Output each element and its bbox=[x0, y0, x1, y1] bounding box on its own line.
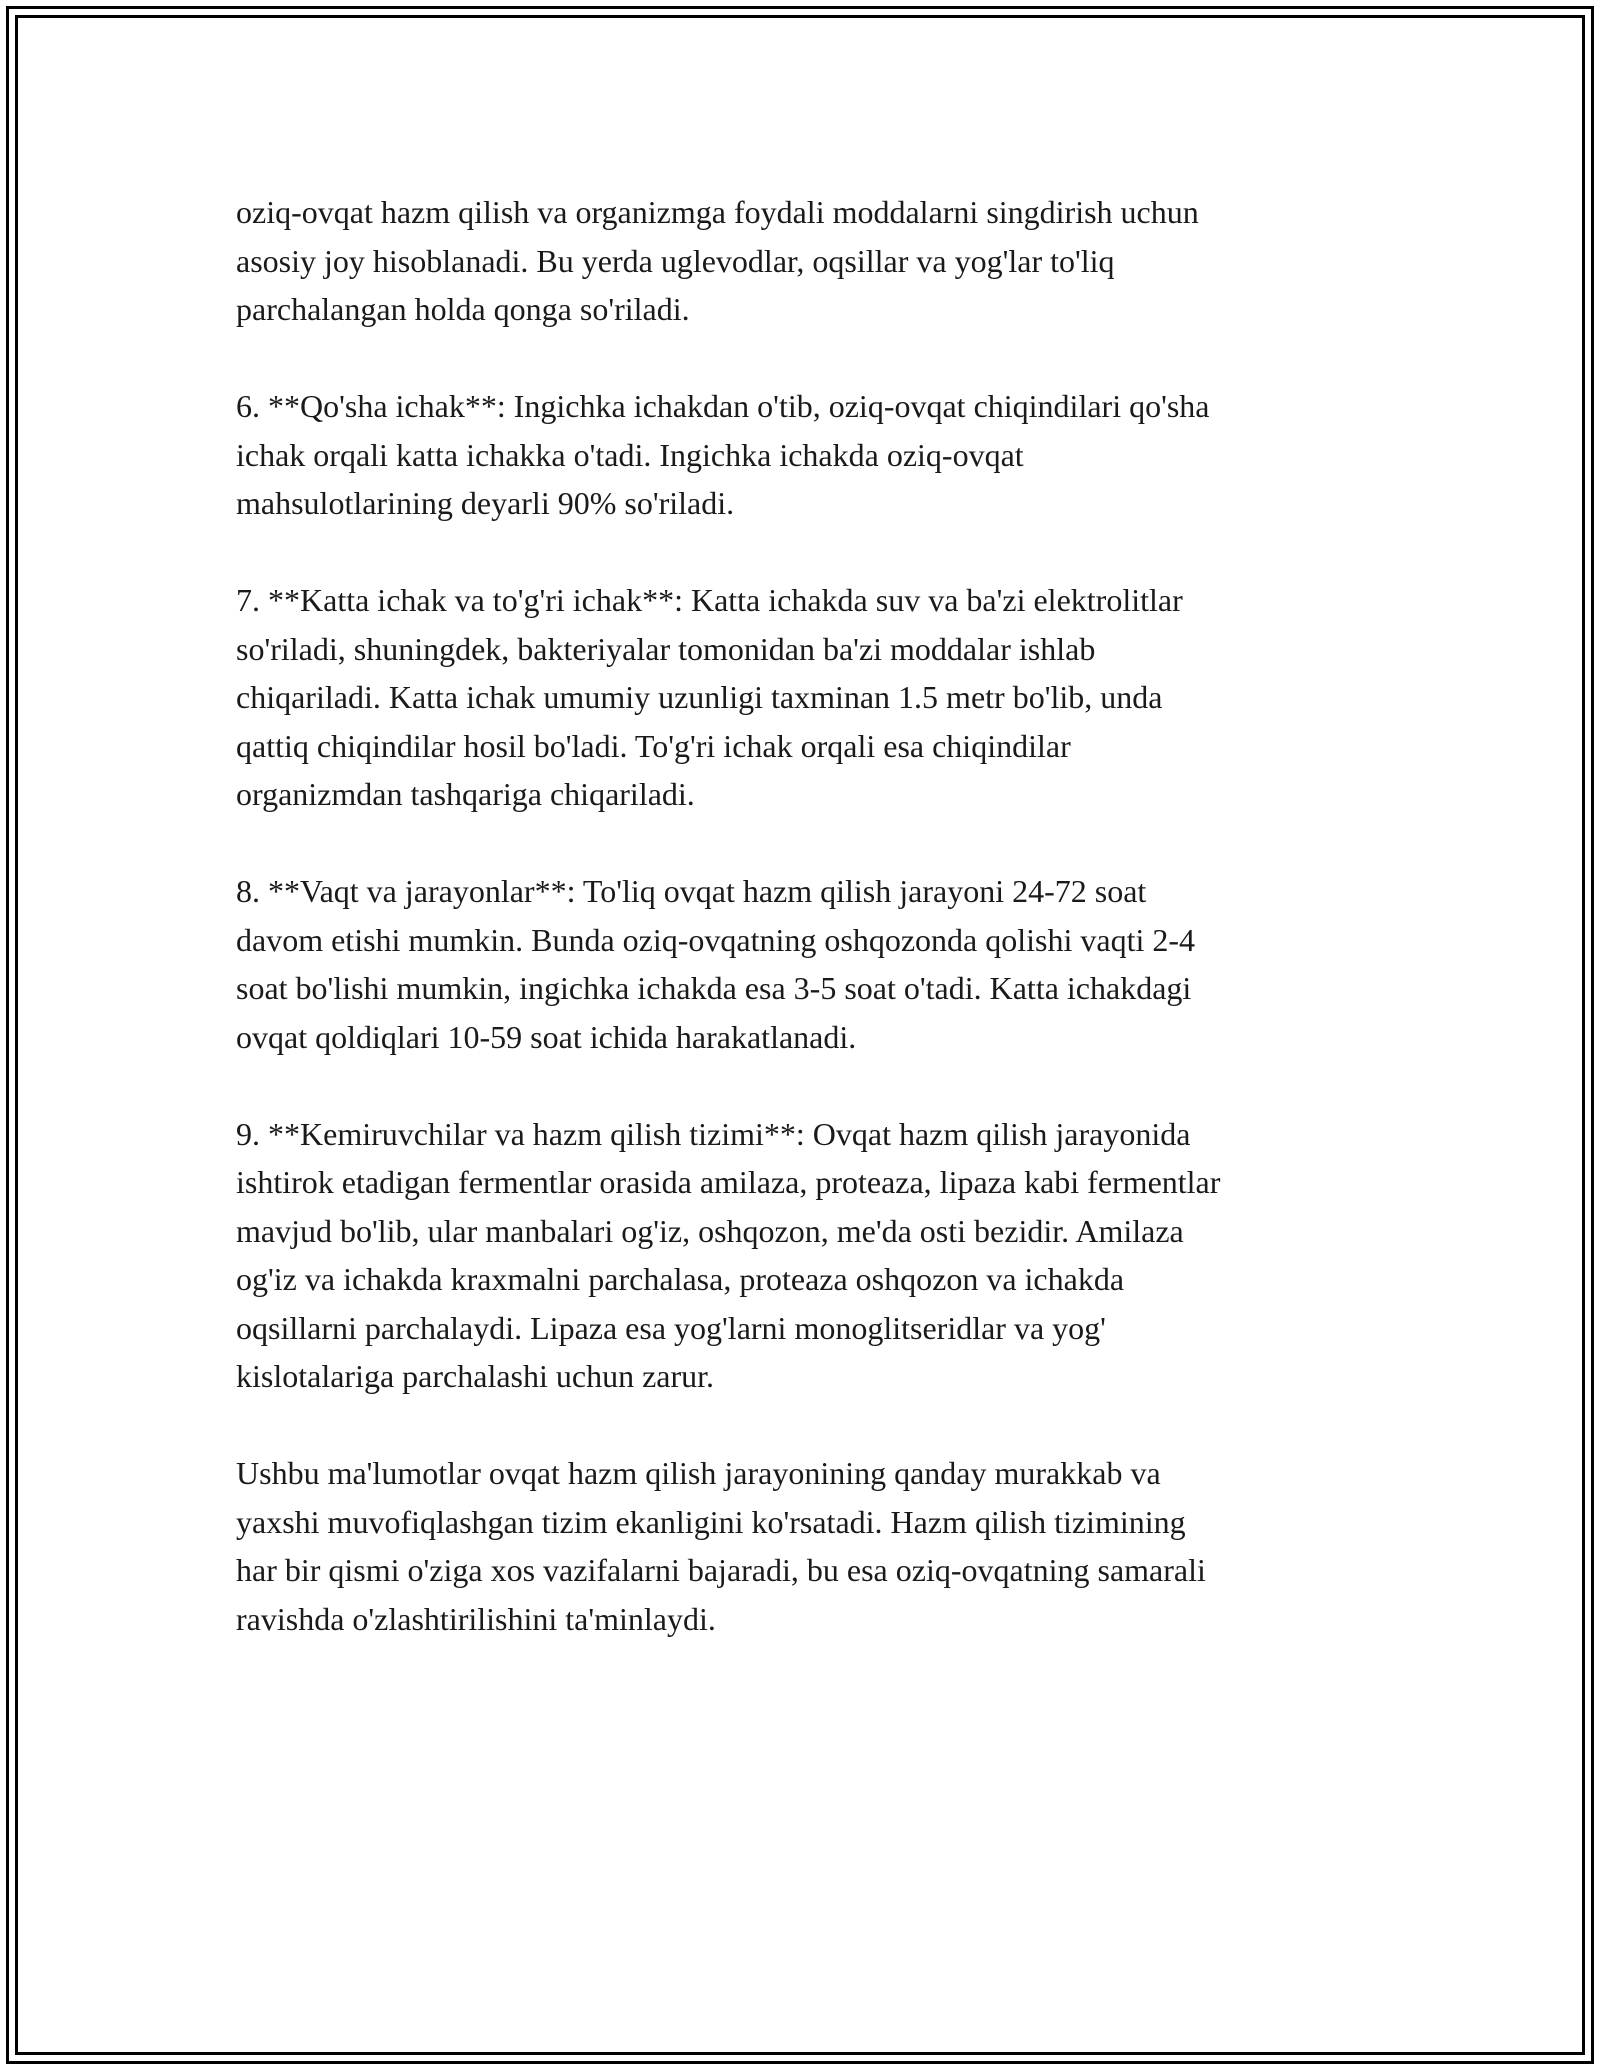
paragraph-item-8: 8. **Vaqt va jarayonlar**: To'liq ovqat hazm qilish jarayoni 24-72 soat davom etishi mumkin. Bunda oziq-ovqatning oshqozonda qolishi vaqti 2-4 soat bo'lishi mumkin, ingichka ichakda esa 3-5 soat o'tadi. Katta ichakdagi ovqat qoldiqlari 10-59 soat ichida harakatlanadi. bbox=[236, 873, 1195, 1055]
document-body bbox=[236, 188, 1386, 1692]
paragraph-item-6: 6. **Qo'sha ichak**: Ingichka ichakdan o'tib, oziq-ovqat chiqindilari qo'sha ichak orqali katta ichakka o'tadi. Ingichka ichakda oziq-ovqat mahsulotlarining deyarli 90% so'riladi. bbox=[236, 388, 1210, 521]
paragraph-intro-continued: oziq-ovqat hazm qilish va organizmga foydali moddalarni singdirish uchun asosiy joy hisoblanadi. Bu yerda uglevodlar, oqsillar va yog'lar to'liq parchalangan holda qonga so'riladi. bbox=[236, 194, 1199, 327]
paragraph-item-7: 7. **Katta ichak va to'g'ri ichak**: Katta ichakda suv va ba'zi elektrolitlar so'riladi, shuningdek, bakteriyalar tomonidan ba'zi moddalar ishlab chiqariladi. Katta ichak umumiy uzunligi taxminan 1.5 metr bo'lib, unda qattiq chiqindilar hosil bo'ladi. To'g'ri ichak orqali esa chiqindilar organizmdan tashqariga chiqariladi. bbox=[236, 582, 1183, 812]
paragraph-conclusion: Ushbu ma'lumotlar ovqat hazm qilish jarayonining qanday murakkab va yaxshi muvofiqlashgan tizim ekanligini ko'rsatadi. Hazm qilish tizimining har bir qismi o'ziga xos vazifalarni bajaradi, bu esa oziq-ovqatning samarali ravishda o'zlashtirilishini ta'minlaydi. bbox=[236, 1455, 1206, 1637]
paragraph-item-9: 9. **Kemiruvchilar va hazm qilish tizimi**: Ovqat hazm qilish jarayonida ishtirok etadigan fermentlar orasida amilaza, proteaza, lipaza kabi fermentlar mavjud bo'lib, ular manbalari og'iz, oshqozon, me'da osti bezidir. Amilaza og'iz va ichakda kraxmalni parchalasa, proteaza oshqozon va ichakda oqsillarni parchalaydi. Lipaza esa yog'larni monoglitseridlar va yog' kislotalariga parchalashi uchun zarur. bbox=[236, 1115, 1221, 1394]
